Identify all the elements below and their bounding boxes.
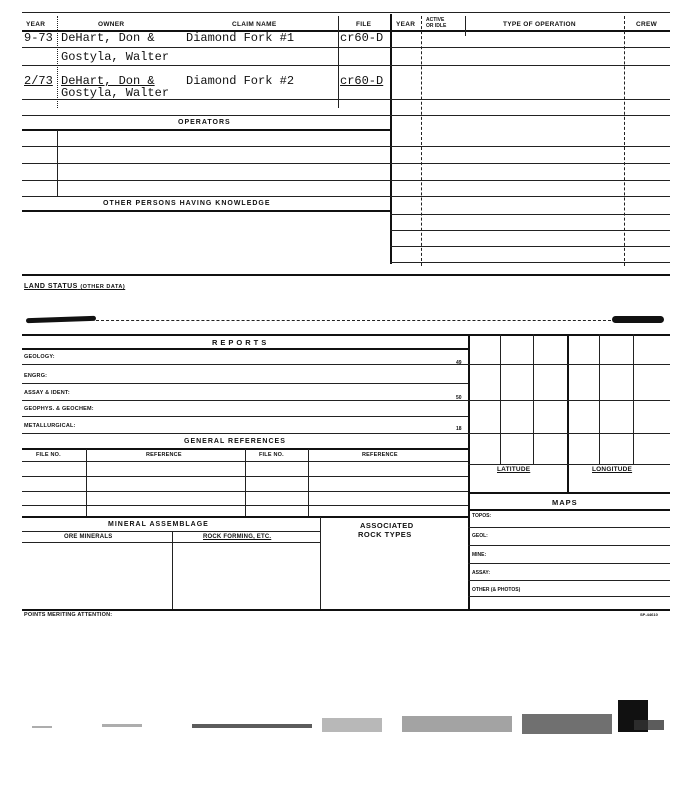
- longitude-label: LONGITUDE: [592, 466, 633, 473]
- row-rule: [468, 527, 670, 528]
- row-rule: [22, 146, 670, 147]
- row-rule: [22, 99, 670, 100]
- report-num: 49: [456, 360, 462, 366]
- row-rule: [22, 196, 670, 197]
- refs-reference-header-2: REFERENCE: [362, 452, 398, 458]
- divider: [421, 16, 422, 266]
- divider: [465, 16, 466, 36]
- associated-heading-1: ASSOCIATED: [360, 521, 414, 530]
- grid-rule: [468, 364, 670, 365]
- row1-owner-cont: Gostyla, Walter: [61, 50, 170, 64]
- report-geophys: GEOPHYS. & GEOCHEM:: [24, 406, 94, 412]
- row-rule: [390, 230, 670, 231]
- row-rule: [468, 563, 670, 564]
- row2-owner: DeHart, Don &: [61, 74, 155, 88]
- row2-file: cr60-D: [340, 74, 384, 88]
- row2-owner-cont: Gostyla, Walter: [61, 86, 170, 100]
- row1-owner: DeHart, Don &: [61, 31, 155, 45]
- row-rule: [468, 580, 670, 581]
- col-type-header: TYPE OF OPERATION: [503, 21, 576, 28]
- row-rule: [22, 400, 468, 401]
- col-claim-header: CLAIM NAME: [232, 21, 277, 28]
- refs-bottom-rule: [22, 516, 468, 518]
- divider: [338, 16, 339, 108]
- row-rule: [22, 163, 670, 164]
- row-rule: [22, 476, 468, 477]
- operators-heading: OPERATORS: [178, 119, 231, 126]
- land-status-heading: [24, 283, 125, 290]
- other-persons-rule: [22, 210, 390, 212]
- row-rule: [22, 115, 670, 116]
- mineral-rule: [22, 531, 320, 532]
- maps-assay: ASSAY:: [472, 570, 491, 576]
- row1-file: cr60-D: [340, 31, 384, 45]
- divider: [633, 334, 634, 464]
- col-year-header: YEAR: [26, 21, 46, 28]
- row-rule: [22, 47, 670, 48]
- refs-reference-header: REFERENCE: [146, 452, 182, 458]
- ink-smudge: [26, 316, 96, 323]
- col-idle-header: OR IDLE: [426, 23, 447, 29]
- top-border: [22, 12, 670, 13]
- divider: [567, 334, 569, 494]
- row-rule: [22, 416, 468, 417]
- row-rule: [390, 262, 670, 263]
- divider: [468, 334, 470, 609]
- divider: [500, 334, 501, 464]
- faint-rule: [96, 320, 616, 321]
- report-assay: ASSAY & IDENT:: [24, 390, 70, 396]
- report-num: 18: [456, 426, 462, 432]
- row2-year: 2/73: [24, 74, 53, 88]
- divider: [599, 334, 600, 464]
- land-status-sub: (OTHER DATA): [80, 284, 126, 290]
- refs-file-no-header-2: FILE NO.: [259, 452, 284, 458]
- maps-other: OTHER (& PHOTOS): [472, 587, 521, 593]
- row-rule: [468, 596, 670, 597]
- grid-rule: [468, 464, 670, 465]
- row-rule: [22, 180, 670, 181]
- divider: [533, 334, 534, 464]
- row-rule: [22, 491, 468, 492]
- section-rule: [22, 274, 670, 276]
- land-status-label: LAND STATUS: [24, 283, 78, 290]
- mineral-rule: [22, 542, 320, 543]
- row1-claim: Diamond Fork #1: [186, 31, 295, 45]
- col-crew-header: CREW: [636, 21, 658, 28]
- ink-smudge: [612, 316, 664, 323]
- rock-forming-header: ROCK FORMING, ETC.: [203, 534, 272, 540]
- row-rule: [22, 433, 468, 434]
- divider: [57, 16, 58, 108]
- report-num: 50: [456, 395, 462, 401]
- divider: [172, 531, 173, 609]
- divider: [86, 449, 87, 517]
- row-rule: [22, 364, 468, 365]
- report-engrg: ENGRG:: [24, 373, 48, 379]
- maps-top-rule: [468, 492, 670, 494]
- scan-artifact-strip: [22, 700, 670, 750]
- report-metallurgical: METALLURGICAL:: [24, 423, 76, 429]
- mineral-assemblage-heading: MINERAL ASSEMBLAGE: [108, 521, 209, 528]
- maps-heading: MAPS: [552, 498, 578, 507]
- maps-topos: TOPOS:: [472, 513, 492, 519]
- col-active-header: ACTIVE: [426, 17, 445, 23]
- associated-heading-2: ROCK TYPES: [358, 530, 412, 539]
- divider: [390, 14, 392, 264]
- grid-rule: [468, 433, 670, 434]
- operators-rule: [22, 129, 390, 131]
- grid-rule: [468, 400, 670, 401]
- row-rule: [22, 505, 468, 506]
- divider: [320, 517, 321, 609]
- col-owner-header: OWNER: [98, 21, 125, 28]
- row-rule: [390, 246, 670, 247]
- divider: [245, 449, 246, 517]
- col-file-header: FILE: [356, 21, 372, 28]
- col-year2-header: YEAR: [396, 21, 416, 28]
- maps-mine: MINE:: [472, 552, 487, 558]
- row-rule: [390, 214, 670, 215]
- row-rule: [468, 545, 670, 546]
- reports-heading: REPORTS: [212, 338, 270, 347]
- refs-file-no-header: FILE NO.: [36, 452, 61, 458]
- points-meriting-attention: POINTS MERITING ATTENTION:: [24, 612, 113, 618]
- form-number: SP-44610: [640, 612, 658, 617]
- ore-minerals-header: ORE MINERALS: [64, 534, 113, 540]
- divider: [308, 449, 309, 517]
- bottom-rule: [22, 609, 670, 611]
- reports-rule: [22, 348, 468, 350]
- maps-geol: GEOL:: [472, 533, 488, 539]
- row-rule: [22, 65, 670, 66]
- row2-claim: Diamond Fork #2: [186, 74, 295, 88]
- report-geology: GEOLOGY:: [24, 354, 55, 360]
- reports-top-rule: [22, 334, 670, 336]
- other-persons-heading: OTHER PERSONS HAVING KNOWLEDGE: [103, 200, 271, 207]
- divider: [624, 16, 625, 266]
- maps-rule: [468, 509, 670, 511]
- row1-year: 9-73: [24, 31, 53, 45]
- general-references-heading: GENERAL REFERENCES: [184, 438, 286, 445]
- latitude-label: LATITUDE: [497, 466, 531, 473]
- row-rule: [22, 383, 468, 384]
